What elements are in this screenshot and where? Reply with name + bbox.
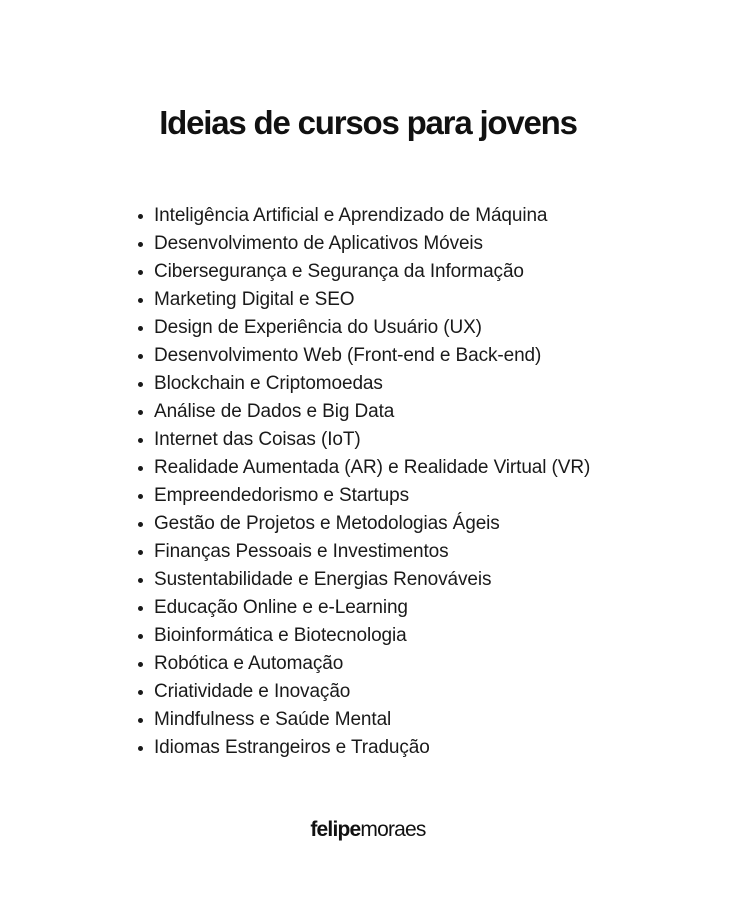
list-item-label: Blockchain e Criptomoedas: [154, 373, 383, 394]
list-item-label: Inteligência Artificial e Aprendizado de Máquina: [154, 205, 548, 226]
list-item-label: Finanças Pessoais e Investimentos: [154, 541, 449, 562]
list-item-label: Gestão de Projetos e Metodologias Ágeis: [154, 513, 500, 534]
list-item: [154, 594, 590, 622]
bullet-icon: [138, 382, 143, 387]
list-item: [154, 566, 590, 594]
list-item-label: Desenvolvimento Web (Front-end e Back-end): [154, 345, 542, 366]
bullet-icon: [138, 326, 143, 331]
list-item-label: Sustentabilidade e Energias Renováveis: [154, 569, 492, 590]
bullet-icon: [138, 634, 143, 639]
brand-last-name: moraes: [360, 818, 426, 841]
brand-logo: [0, 818, 736, 842]
list-item: [154, 258, 590, 286]
list-item: [154, 426, 590, 454]
brand-first-name: felipe: [310, 818, 361, 841]
list-item-label: Mindfulness e Saúde Mental: [154, 709, 392, 730]
bullet-icon: [138, 354, 143, 359]
bullet-icon: [138, 690, 143, 695]
bullet-icon: [138, 298, 143, 303]
bullet-icon: [138, 214, 143, 219]
bullet-icon: [138, 410, 143, 415]
list-item-label: Bioinformática e Biotecnologia: [154, 625, 407, 646]
list-item-label: Análise de Dados e Big Data: [154, 401, 395, 422]
list-item-label: Criatividade e Inovação: [154, 681, 351, 702]
list-item: [154, 202, 590, 230]
list-item-label: Empreendedorismo e Startups: [154, 485, 409, 506]
bullet-icon: [138, 550, 143, 555]
list-item-label: Realidade Aumentada (AR) e Realidade Virtual (VR): [154, 457, 591, 478]
list-item: [154, 230, 590, 258]
list-item: [154, 678, 590, 706]
bullet-icon: [138, 494, 143, 499]
list-item: [154, 650, 590, 678]
list-item: [154, 734, 590, 762]
list-item: [154, 370, 590, 398]
list-item-label: Robótica e Automação: [154, 653, 344, 674]
bullet-icon: [138, 718, 143, 723]
list-item: [154, 622, 590, 650]
list-item: [154, 454, 590, 482]
page-title: Ideias de cursos para jovens: [159, 104, 577, 141]
bullet-icon: [138, 606, 143, 611]
list-item-label: Educação Online e e-Learning: [154, 597, 408, 618]
bullet-icon: [138, 746, 143, 751]
bullet-icon: [138, 662, 143, 667]
bullet-icon: [138, 438, 143, 443]
list-item: [154, 286, 590, 314]
bullet-icon: [138, 270, 143, 275]
list-item: [154, 538, 590, 566]
bullet-icon: [138, 578, 143, 583]
list-item: [154, 482, 590, 510]
list-item-label: Design de Experiência do Usuário (UX): [154, 317, 482, 338]
list-item: [154, 342, 590, 370]
bullet-icon: [138, 242, 143, 247]
list-item: [154, 398, 590, 426]
list-item-label: Desenvolvimento de Aplicativos Móveis: [154, 233, 483, 254]
list-item-label: Idiomas Estrangeiros e Tradução: [154, 737, 430, 758]
list-item-label: Cibersegurança e Segurança da Informação: [154, 261, 524, 282]
list-item: [154, 706, 590, 734]
list-item-label: Marketing Digital e SEO: [154, 289, 355, 310]
bullet-icon: [138, 522, 143, 527]
list-item: [154, 314, 590, 342]
list-item: [154, 510, 590, 538]
bullet-icon: [138, 466, 143, 471]
list-item-label: Internet das Coisas (IoT): [154, 429, 361, 450]
course-list: [154, 202, 590, 762]
